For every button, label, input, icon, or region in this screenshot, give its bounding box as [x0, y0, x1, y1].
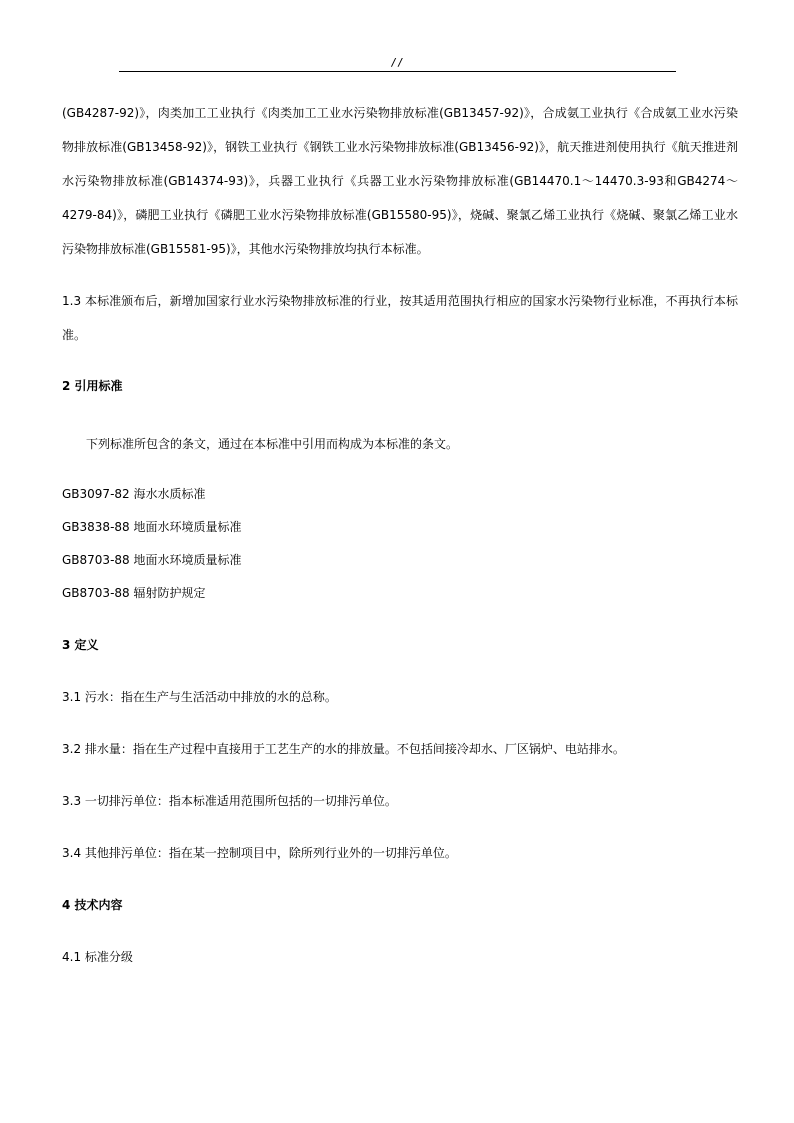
section-4-1: 4.1 标准分级	[62, 950, 133, 964]
definition-item: 3.2 排水量：指在生产过程中直接用于工艺生产的水的排放量。不包括间接冷却水、厂区锅炉、电站排水。	[62, 742, 625, 756]
page-header-mark: //	[390, 56, 404, 69]
section-2-heading: 2 引用标准	[62, 379, 123, 393]
section-2-intro: 下列标准所包含的条文，通过在本标准中引用而构成为本标准的条文。	[86, 437, 459, 451]
paragraph-industry-standards: (GB4287-92)》，肉类加工工业执行《肉类加工工业水污染物排放标准(GB13457-92)》，合成氨工业执行《合成氨工业水污染物排放标准(GB13458-92)》，钢铁工业执行《钢铁工业水污染物排放标准(GB13456-92)》，航天推进剂使用执行《航天推进剂水污染物排放标准(GB14374-93)》，兵器工业执行《兵器工业水污染物排放标准(GB14470.1～14470.3-93和GB4274～4279-84)》，磷肥工业执行《磷肥工业水污染物排放标准(GB15580-95)》，烧碱、聚氯乙烯工业执行《烧碱、聚氯乙烯工业水污染物排放标准(GB15581-95)》，其他水污染物排放均执行本标准。	[62, 106, 738, 256]
reference-item: GB3838-88 地面水环境质量标准	[62, 520, 242, 534]
header-divider	[119, 71, 676, 72]
definition-item: 3.3 一切排污单位：指本标准适用范围所包括的一切排污单位。	[62, 794, 397, 808]
document-body	[62, 96, 738, 967]
reference-item: GB3097-82 海水水质标准	[62, 487, 206, 501]
reference-item: GB8703-88 辐射防护规定	[62, 586, 206, 600]
reference-item: GB8703-88 地面水环境质量标准	[62, 553, 242, 567]
definition-item: 3.1 污水：指在生产与生活活动中排放的水的总称。	[62, 690, 337, 704]
section-3-heading: 3 定义	[62, 638, 99, 652]
definition-item: 3.4 其他排污单位：指在某一控制项目中，除所列行业外的一切排污单位。	[62, 846, 457, 860]
paragraph-1-3: 1.3 本标准颁布后，新增加国家行业水污染物排放标准的行业，按其适用范围执行相应的国家水污染物行业标准，不再执行本标准。	[62, 294, 738, 342]
section-4-heading: 4 技术内容	[62, 898, 123, 912]
